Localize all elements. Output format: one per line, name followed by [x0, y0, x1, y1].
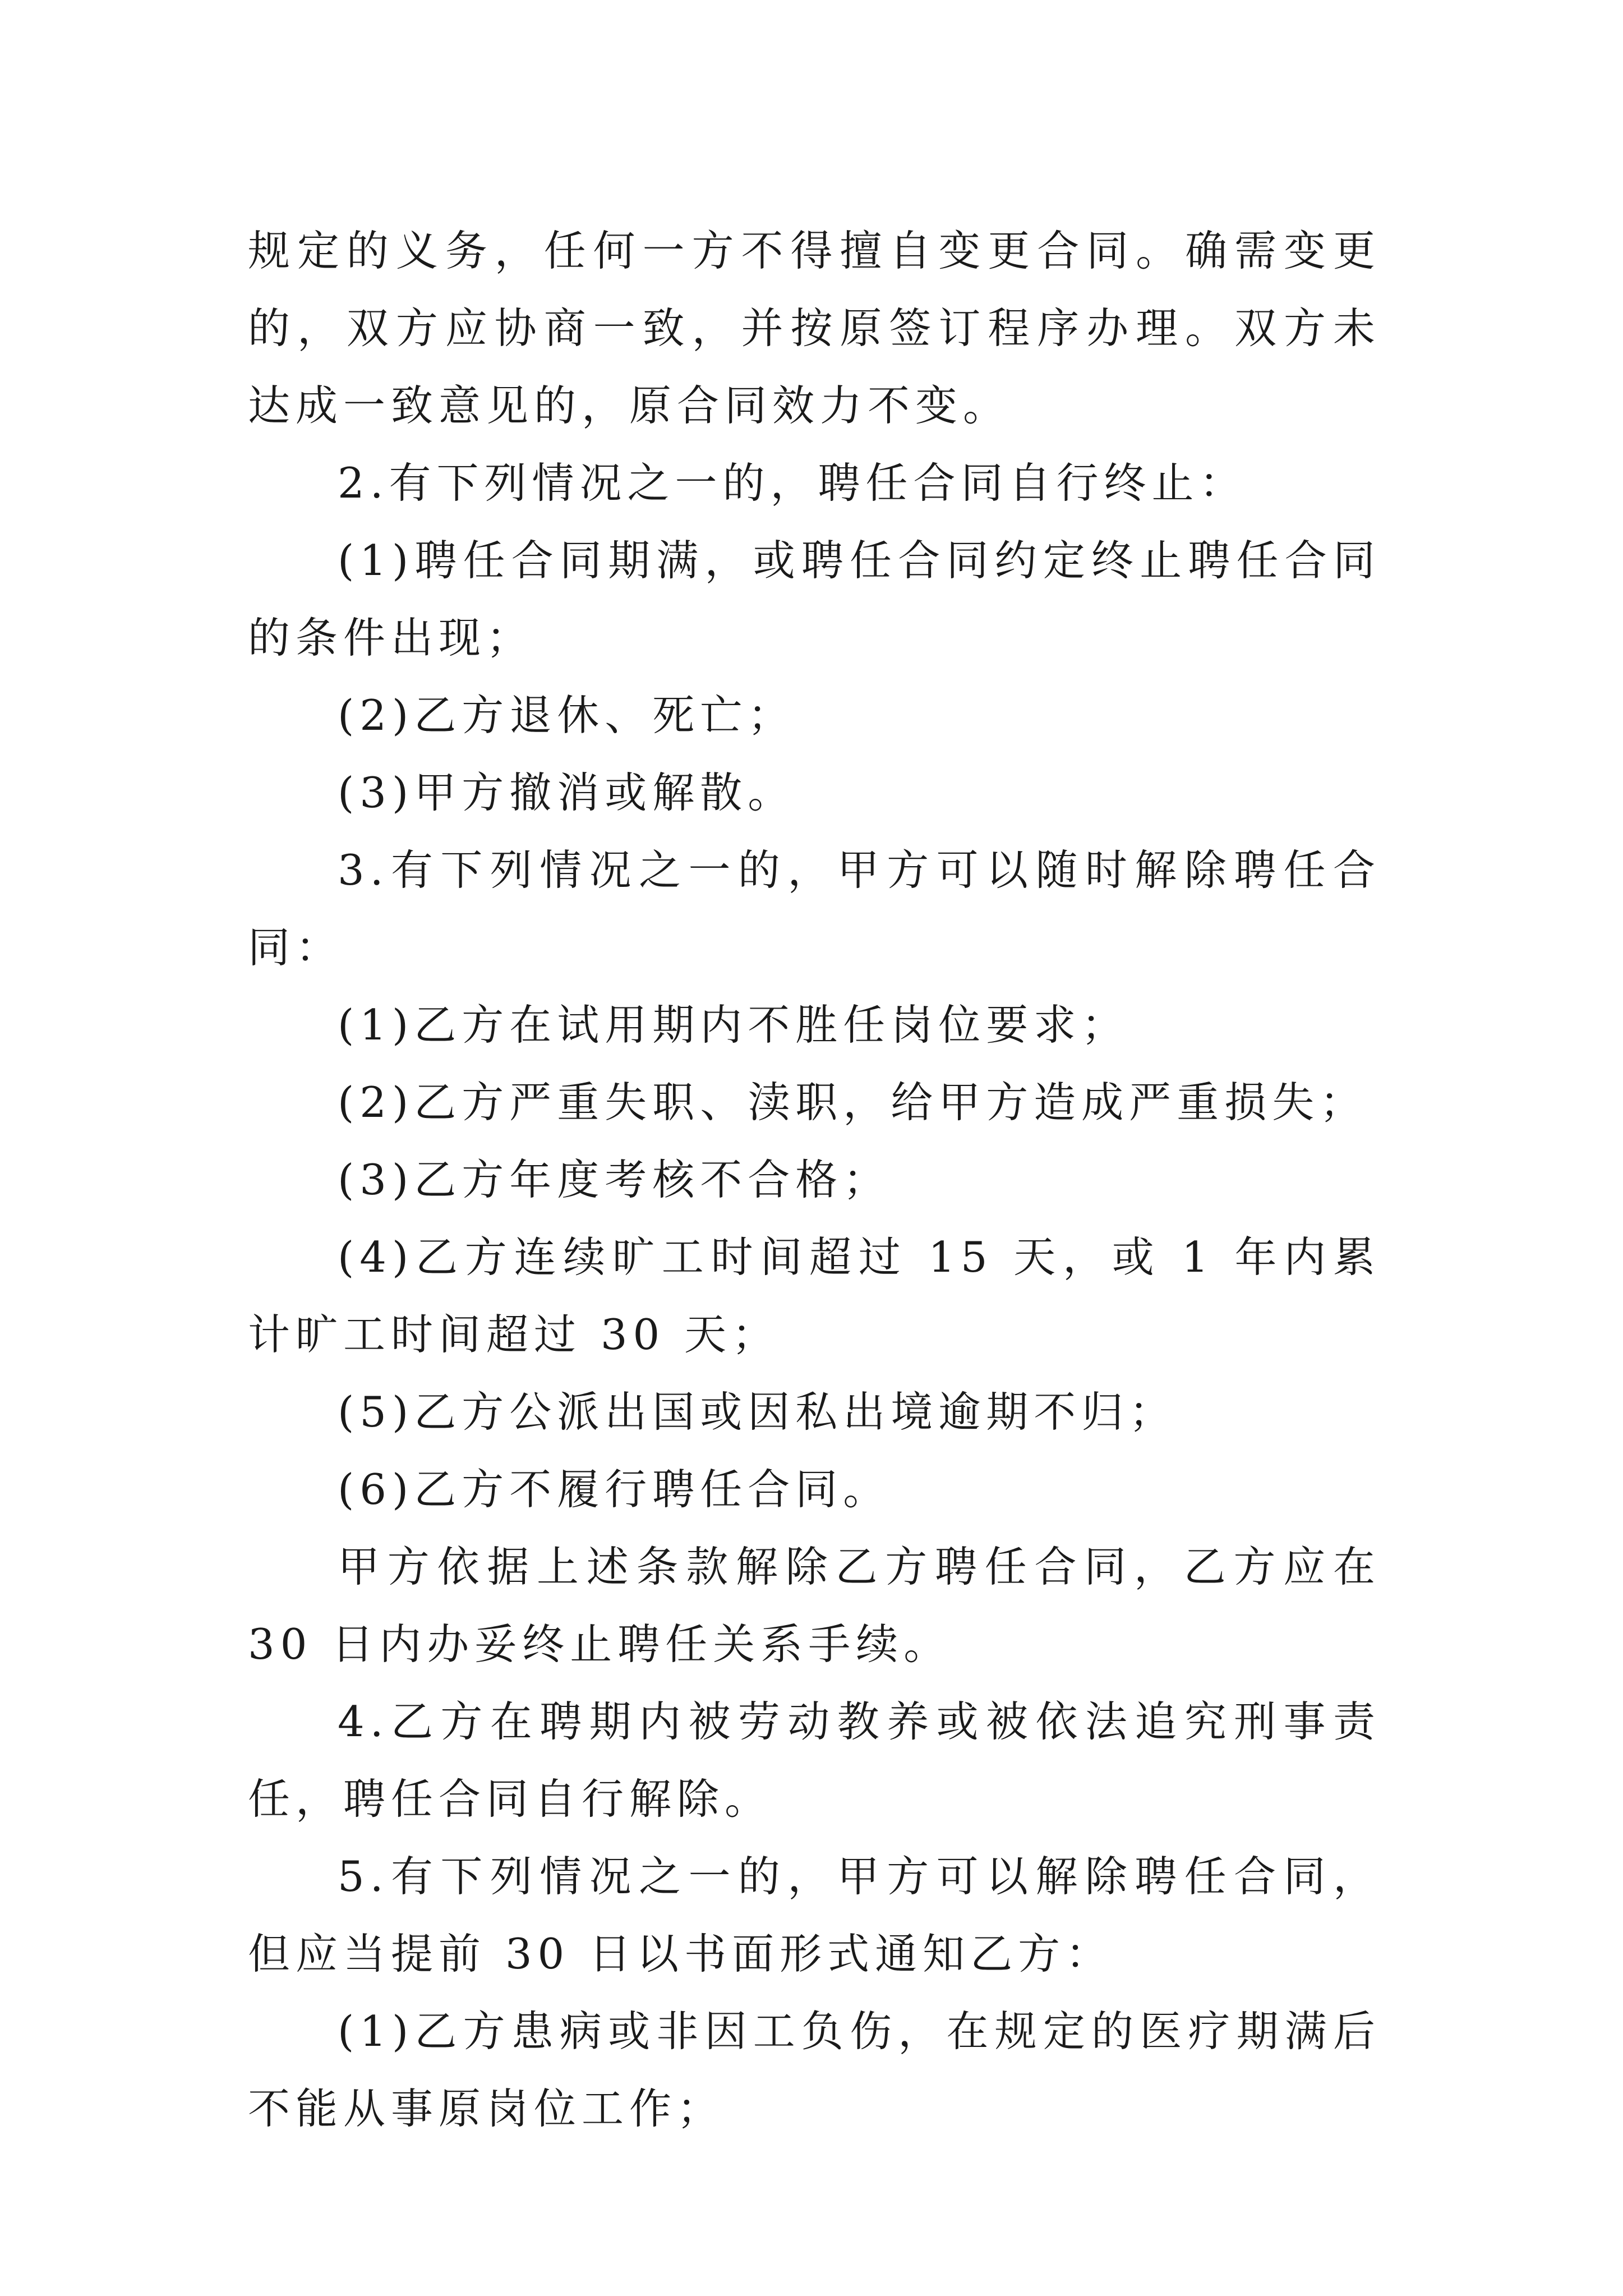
- paragraph-clause-2-item-3: (3)甲方撤消或解散。: [338, 768, 796, 817]
- paragraph-clause-2-item-1: (1)聘任合同期满，或聘任合同约定终止聘任合同的条件出现；: [248, 536, 1381, 662]
- paragraph-clause-4: 4.乙方在聘期内被劳动教养或被依法追究刑事责任，聘任合同自行解除。: [248, 1697, 1381, 1824]
- paragraph-clause-3: 3.有下列情况之一的，甲方可以随时解除聘任合同：: [248, 845, 1381, 972]
- document-body: [248, 212, 1400, 2147]
- paragraph-clause-3-item-6: (6)乙方不履行聘任合同。: [338, 1465, 891, 1514]
- paragraph-clause-3-note: 甲方依据上述条款解除乙方聘任合同，乙方应在 30 日内办妥终止聘任关系手续。: [248, 1542, 1400, 1669]
- paragraph-continuation: 规定的义务，任何一方不得擅自变更合同。确需变更的，双方应协商一致，并按原签订程序办理。双方未达成一致意见的，原合同效力不变。: [248, 226, 1381, 430]
- paragraph-clause-3-item-1: (1)乙方在试用期内不胜任岗位要求；: [338, 1000, 1129, 1050]
- paragraph-clause-3-item-2: (2)乙方严重失职、渎职，给甲方造成严重损失；: [338, 1078, 1368, 1127]
- paragraph-clause-5-item-1: (1)乙方患病或非因工负伤，在规定的医疗期满后不能从事原岗位工作；: [248, 2007, 1381, 2133]
- paragraph-clause-2-item-2: (2)乙方退休、死亡；: [338, 691, 796, 740]
- paragraph-clause-3-item-3: (3)乙方年度考核不合格；: [338, 1155, 891, 1204]
- paragraph-clause-3-item-5: (5)乙方公派出国或因私出境逾期不归；: [338, 1387, 1177, 1437]
- paragraph-clause-2: 2.有下列情况之一的，聘任合同自行终止：: [338, 458, 1247, 508]
- paragraph-clause-5: 5.有下列情况之一的，甲方可以解除聘任合同，但应当提前 30 日以书面形式通知乙方：: [248, 1852, 1381, 1978]
- paragraph-clause-3-item-4: (4)乙方连续旷工时间超过 15 天，或 1 年内累计旷工时间超过 30 天；: [248, 1232, 1381, 1359]
